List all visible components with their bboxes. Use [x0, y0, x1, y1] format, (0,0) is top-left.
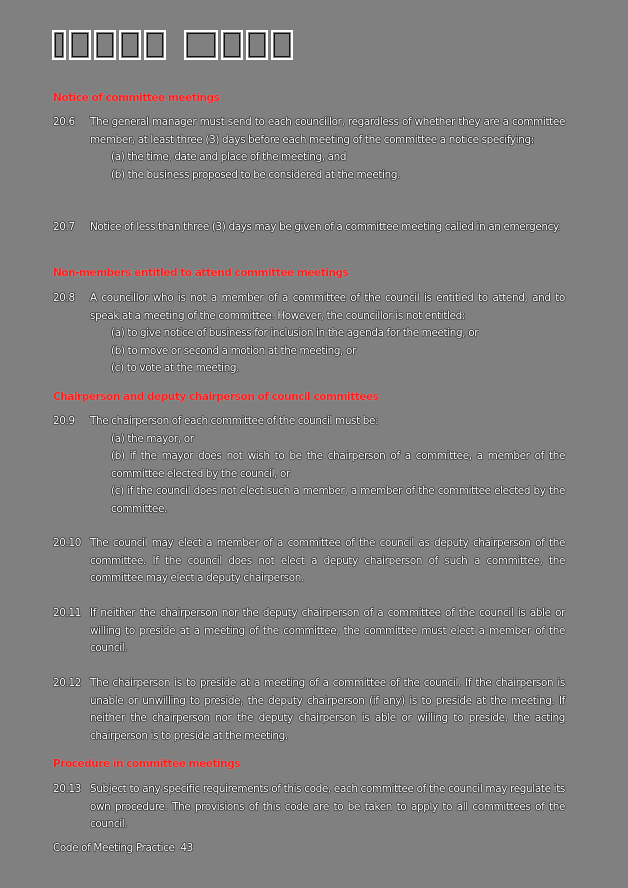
clause-text: A councillor who is not a member of a committee of the council is entitled to attend, and to speak at a meeting of the committee. However, the councillor is not entitled:	[90, 292, 565, 322]
clause-20-10	[53, 535, 565, 588]
clause-item: (c) to vote at the meeting.	[111, 362, 240, 374]
logo-letter-r	[144, 30, 166, 60]
clause-number: 20.13	[53, 783, 81, 795]
clause-number: 20.6	[53, 116, 75, 128]
clause-number: 20.11	[53, 607, 81, 619]
logo-letter-s	[246, 30, 268, 60]
clause-text: The general manager must send to each councillor, regardless of whether they are a committee member, at least three (3) days before each meeting of the committee a notice specifying:	[90, 116, 565, 146]
clause-20-8	[53, 290, 565, 378]
clause-text: The chairperson of each committee of the council must be:	[90, 415, 379, 427]
logo-letter-e	[119, 30, 141, 60]
section-heading: Chairperson and deputy chairperson of council committees	[53, 391, 379, 403]
logo-letter-n	[94, 30, 116, 60]
clause-number: 20.12	[53, 677, 81, 689]
clause-text: Notice of less than three (3) days may be given of a committee meeting called in an emergency.	[90, 221, 561, 233]
logo-letter-e	[221, 30, 243, 60]
clause-number: 20.9	[53, 415, 75, 427]
clause-item: (a) to give notice of business for inclusion in the agenda for the meeting, or	[111, 327, 479, 339]
clause-text: Subject to any specific requirements of this code, each committee of the council may regulate its own procedure. The provisions of this code are to be taken to apply to all committees of the council.	[90, 783, 565, 830]
clause-number: 20.7	[53, 221, 75, 233]
clause-item: (a) the mayor, or	[111, 432, 194, 445]
clause-text: The chairperson is to preside at a meeting of a committee of the council. If the chairperson is unable or unwilling to preside, the deputy chairperson (if any) is to preside at the meeting. If neither the chairperson nor the deputy chairperson is able or willing to preside, the acting chairperson is to preside at the meeting.	[90, 677, 565, 742]
clause-text: If neither the chairperson nor the deputy chairperson of a committee of the council is able or willing to preside at a meeting of the committee, the committee must elect a member of the council.	[90, 607, 565, 654]
inner-west-logo	[52, 30, 293, 62]
clause-20-6	[53, 114, 565, 184]
clause-20-7	[53, 219, 565, 237]
section-heading: Procedure in committee meetings	[53, 758, 241, 770]
clause-item: (b) if the mayor does not wish to be the chairperson of a committee, a member of the committee elected by the council, or	[111, 450, 565, 480]
page-footer: Code of Meeting Practice 43	[53, 842, 193, 854]
logo-letter-n	[69, 30, 91, 60]
clause-number: 20.8	[53, 292, 75, 304]
section-heading: Non-members entitled to attend committee meetings	[53, 267, 349, 279]
clause-item: (b) to move or second a motion at the meeting, or	[111, 344, 356, 357]
clause-item: (a) the time, date and place of the meeting, and	[111, 151, 347, 163]
clause-20-9	[53, 413, 565, 518]
clause-20-13	[53, 781, 565, 834]
section-heading: Notice of committee meetings	[53, 92, 220, 104]
clause-20-11	[53, 605, 565, 658]
logo-letter-i	[52, 30, 66, 60]
clause-20-12	[53, 675, 565, 745]
clause-number: 20.10	[53, 537, 81, 549]
clause-item: (c) if the council does not elect such a member, a member of the committee elected by the committee.	[111, 485, 565, 515]
clause-item: (b) the business proposed to be considered at the meeting.	[111, 168, 401, 181]
logo-letter-w	[184, 30, 218, 60]
clause-text: The council may elect a member of a committee of the council as deputy chairperson of the committee. If the council does not elect a deputy chairperson of such a committee, the committee may elect a deputy chairperson.	[90, 537, 565, 584]
logo-letter-t	[271, 30, 293, 60]
